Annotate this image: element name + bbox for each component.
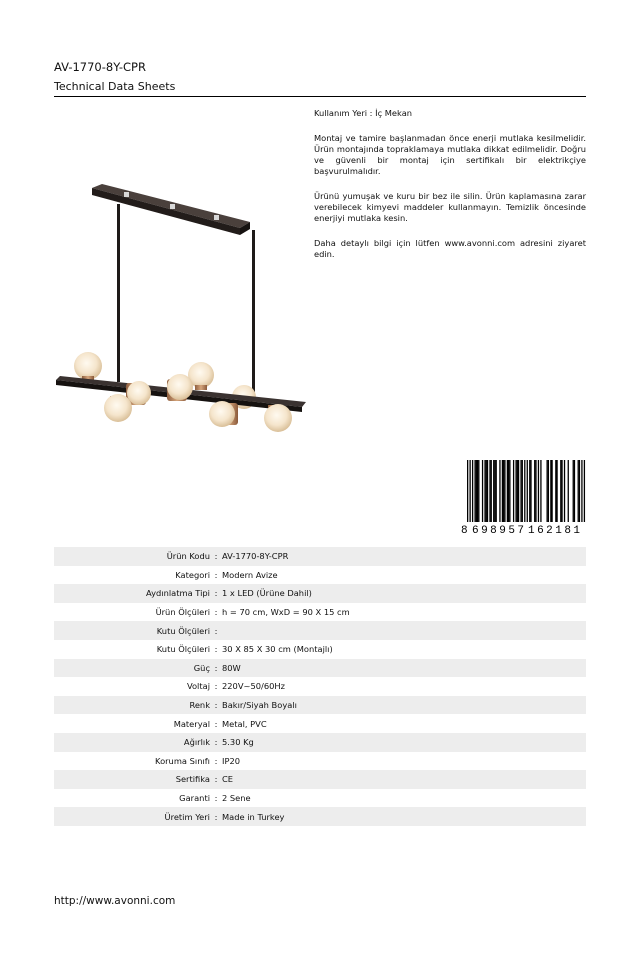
globe-light bbox=[264, 404, 292, 432]
barcode-bar bbox=[507, 460, 508, 522]
spec-value: 30 X 85 X 30 cm (Montajlı) bbox=[222, 644, 333, 655]
barcode-bar bbox=[518, 460, 519, 522]
barcode-bar bbox=[491, 460, 492, 522]
globe-light bbox=[74, 352, 102, 381]
spec-separator: : bbox=[214, 569, 218, 580]
spec-label: Sertifika bbox=[175, 774, 210, 785]
spec-row bbox=[54, 659, 586, 678]
spec-label: Garanti bbox=[179, 793, 210, 804]
spec-value: IP20 bbox=[222, 755, 241, 766]
spec-row bbox=[54, 584, 586, 603]
barcode-bar bbox=[535, 460, 536, 522]
barcode-bar bbox=[548, 460, 549, 522]
footer-url: http://www.avonni.com bbox=[54, 895, 176, 907]
barcode-right-group: 162181 bbox=[528, 525, 580, 536]
cleaning-paragraph: Ürünü yumuşak ve kuru bir bez ile silin. Ürün kaplamasına zarar verebilecek kimyevi maddeler kullanmayın. Temizlik öncesinde enerjiyi mutlaka kesin. bbox=[314, 191, 586, 223]
spec-row bbox=[54, 677, 586, 696]
spec-label: Kutu Ölçüleri bbox=[156, 625, 210, 636]
spec-label: Üretim Yeri bbox=[164, 811, 210, 822]
spec-value: Metal, PVC bbox=[222, 718, 267, 729]
barcode-bar bbox=[556, 460, 557, 522]
barcode-bar bbox=[520, 460, 521, 522]
spec-label: Ağırlık bbox=[183, 737, 210, 748]
spec-row bbox=[54, 714, 586, 733]
spec-value: 1 x LED (Ürüne Dahil) bbox=[222, 588, 312, 599]
barcode-bar bbox=[472, 460, 473, 522]
info-block bbox=[314, 108, 586, 274]
barcode-bar bbox=[561, 460, 562, 522]
spec-row bbox=[54, 752, 586, 771]
spec-separator: : bbox=[214, 662, 218, 673]
barcode-bar bbox=[477, 460, 478, 522]
spec-label: Güç bbox=[193, 662, 210, 673]
spec-label: Renk bbox=[189, 700, 210, 711]
spec-separator: : bbox=[214, 811, 218, 822]
spec-separator: : bbox=[214, 718, 218, 729]
spec-value: 80W bbox=[222, 662, 241, 673]
barcode-bar bbox=[578, 460, 579, 522]
spec-label: Materyal bbox=[173, 718, 210, 729]
barcode-bar bbox=[502, 460, 503, 522]
barcode-bar bbox=[486, 460, 487, 522]
product-image bbox=[54, 180, 310, 440]
spec-separator: : bbox=[214, 625, 218, 636]
spec-value: CE bbox=[222, 774, 234, 785]
barcode-bar bbox=[540, 460, 541, 522]
spec-row bbox=[54, 770, 586, 789]
spec-value: AV-1770-8Y-CPR bbox=[222, 551, 289, 562]
safety-paragraph: Montaj ve tamire başlanmadan önce enerji mutlaka kesilmelidir. Ürün montajında topraklamaya mutlaka dikkat edilmelidir. Doğru ve güvenli bir montaj için sertifikalı bir elektrikçiye başvurulmalıdır. bbox=[314, 133, 586, 176]
barcode-first-digit: 8 bbox=[461, 525, 468, 536]
spec-separator: : bbox=[214, 793, 218, 804]
ceiling-canopy bbox=[92, 184, 250, 235]
barcode-bar bbox=[568, 460, 569, 522]
spec-separator: : bbox=[214, 681, 218, 692]
barcode-bar bbox=[474, 460, 475, 522]
spec-label: Ürün Kodu bbox=[166, 551, 210, 562]
barcode-bar bbox=[489, 460, 490, 522]
document-subtitle: Technical Data Sheets bbox=[54, 80, 176, 93]
barcode-bar bbox=[509, 460, 510, 522]
spec-value: 220V~50/60Hz bbox=[222, 681, 285, 692]
barcode-bar bbox=[476, 460, 477, 522]
spec-value: Made in Turkey bbox=[222, 811, 285, 822]
barcode-bar bbox=[550, 460, 551, 522]
spec-label: Voltaj bbox=[186, 681, 210, 692]
spec-value: Bakır/Siyah Boyalı bbox=[222, 700, 297, 711]
barcode-bar bbox=[538, 460, 539, 522]
barcode-bar bbox=[478, 460, 479, 522]
barcode-bar bbox=[574, 460, 575, 522]
spec-row bbox=[54, 603, 586, 622]
spec-separator: : bbox=[214, 774, 218, 785]
barcode-bar bbox=[508, 460, 509, 522]
spec-row bbox=[54, 696, 586, 715]
spec-value: 5.30 Kg bbox=[222, 737, 254, 748]
barcode-bar bbox=[513, 460, 514, 522]
spec-label: Ürün Ölçüleri bbox=[155, 607, 210, 618]
spec-row bbox=[54, 640, 586, 659]
barcode-bar bbox=[564, 460, 565, 522]
barcode-bar bbox=[529, 460, 530, 522]
spec-separator: : bbox=[214, 588, 218, 599]
barcode-bar bbox=[496, 460, 497, 522]
barcode-bar bbox=[487, 460, 488, 522]
barcode-bar bbox=[504, 460, 505, 522]
more-info-paragraph: Daha detaylı bilgi için lütfen www.avonni.com adresini ziyaret edin. bbox=[314, 238, 586, 259]
suspension-rod-right bbox=[252, 230, 255, 396]
barcode-bar bbox=[494, 460, 495, 522]
spec-separator: : bbox=[214, 644, 218, 655]
spec-row bbox=[54, 789, 586, 808]
spec-label: Aydınlatma Tipi bbox=[146, 588, 210, 599]
spec-separator: : bbox=[214, 755, 218, 766]
spec-value: h = 70 cm, WxD = 90 X 15 cm bbox=[222, 607, 350, 618]
barcode-bar bbox=[493, 460, 494, 522]
barcode-bar bbox=[560, 460, 561, 522]
globe-light bbox=[209, 401, 238, 427]
barcode-bar bbox=[573, 460, 574, 522]
barcode-bar bbox=[515, 460, 516, 522]
spec-table bbox=[54, 547, 586, 826]
barcode-bar bbox=[482, 460, 483, 522]
barcode-bar bbox=[555, 460, 556, 522]
globe-light bbox=[104, 394, 132, 422]
barcode-left-group: 698957 bbox=[472, 525, 524, 536]
spec-label: Koruma Sınıfı bbox=[155, 755, 210, 766]
spec-separator: : bbox=[214, 737, 218, 748]
barcode-bar bbox=[503, 460, 504, 522]
spec-row bbox=[54, 733, 586, 752]
barcode-bar bbox=[530, 460, 531, 522]
barcode-bar bbox=[551, 460, 552, 522]
product-code-heading: AV-1770-8Y-CPR bbox=[54, 60, 146, 74]
barcode-bar bbox=[522, 460, 523, 522]
suspension-rod-left bbox=[117, 204, 120, 382]
spec-separator: : bbox=[214, 607, 218, 618]
usage-line: Kullanım Yeri : İç Mekan bbox=[314, 108, 413, 118]
barcode-bar bbox=[484, 460, 485, 522]
spec-row bbox=[54, 547, 586, 566]
spec-label: Kategori bbox=[175, 569, 210, 580]
barcode-bar bbox=[546, 460, 547, 522]
spec-value: 2 Sene bbox=[222, 793, 251, 804]
spec-separator: : bbox=[214, 551, 218, 562]
barcode-bar bbox=[534, 460, 535, 522]
barcode-bar bbox=[579, 460, 580, 522]
spec-separator: : bbox=[214, 700, 218, 711]
barcode-bar bbox=[499, 460, 500, 522]
barcode-bar bbox=[517, 460, 518, 522]
spec-row bbox=[54, 807, 586, 826]
spec-label: Kutu Ölçüleri bbox=[156, 644, 210, 655]
spec-row bbox=[54, 566, 586, 585]
header-divider bbox=[54, 96, 586, 97]
spec-value: Modern Avize bbox=[222, 569, 278, 580]
barcode bbox=[458, 460, 586, 536]
spec-row bbox=[54, 621, 586, 640]
